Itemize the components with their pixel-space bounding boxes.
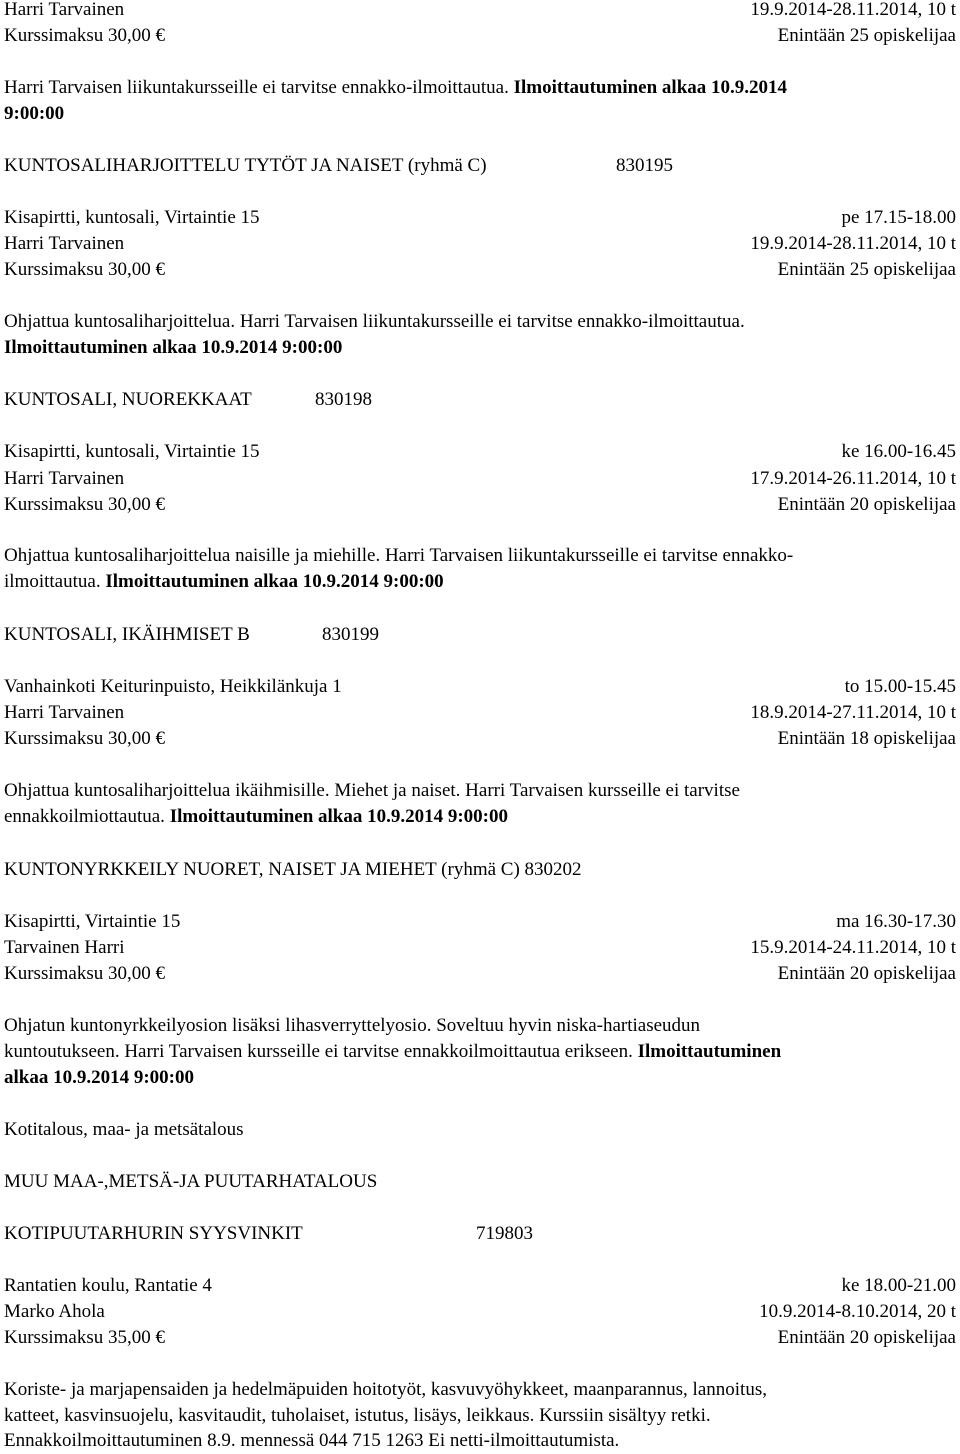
course-description-3: Ennakkoilmoittautuminen 8.9. mennessä 044 715 1263 Ei netti-ilmoittautumista. [4, 1430, 620, 1451]
course-description-2: katteet, kasvinsuojelu, kasvitaudit, tuholaiset, istutus, lisäys, leikkaus. Kurssiin sisältyy retki. [4, 1405, 711, 1426]
course-capacity: Enintään 25 opiskelijaa [777, 259, 956, 280]
course-location: Kisapirtti, Virtaintie 15 [4, 911, 181, 932]
course-location: Kisapirtti, kuntosali, Virtaintie 15 [4, 441, 260, 462]
course-fee-row [4, 726, 956, 752]
course-dates: 19.9.2014-28.11.2014, 10 t [750, 233, 956, 254]
registration-time: alkaa 10.9.2014 9:00:00 [4, 1067, 194, 1088]
course-code: 830198 [315, 389, 372, 410]
course-dates: 10.9.2014-8.10.2014, 20 t [759, 1301, 956, 1322]
course-location-row [4, 1273, 956, 1299]
prev-course-teacher-row [4, 0, 956, 23]
teacher-name: Marko Ahola [4, 1301, 105, 1322]
course-fee: Kurssimaksu 30,00 € [4, 728, 165, 749]
course-fee: Kurssimaksu 30,00 € [4, 494, 165, 515]
course-capacity: Enintään 20 opiskelijaa [777, 1327, 956, 1348]
course-location: Rantatien koulu, Rantatie 4 [4, 1275, 212, 1296]
registration-info: Ilmoittautuminen alkaa 10.9.2014 [513, 77, 788, 98]
course-code: 830199 [322, 624, 379, 645]
course-location-row [4, 674, 956, 700]
course-description-1: Ohjattua kuntosaliharjoittelua. Harri Tarvaisen liikuntakursseille ei tarvitse ennakko-ilmoittautua. [4, 311, 745, 332]
category-heading: Kotitalous, maa- ja metsätalous [4, 1119, 244, 1140]
course-title: KUNTONYRKKEILY NUORET, NAISET JA MIEHET (ryhmä C) 830202 [4, 859, 582, 880]
course-title: KUNTOSALI, IKÄIHMISET B [4, 624, 250, 645]
course-title: KUNTOSALIHARJOITTELU TYTÖT JA NAISET (ryhmä C) [4, 155, 487, 176]
course-teacher-row [4, 1299, 956, 1325]
course-capacity: Enintään 20 opiskelijaa [777, 963, 956, 984]
course-description-1: Koriste- ja marjapensaiden ja hedelmäpuiden hoitotyöt, kasvuvyöhykkeet, maanparannus, lannoitus, [4, 1379, 767, 1400]
course-time: to 15.00-15.45 [844, 676, 956, 697]
course-description-2: ilmoittautua. Ilmoittautuminen alkaa 10.9.2014 9:00:00 [4, 571, 444, 592]
prev-course-fee-row [4, 23, 956, 49]
registration-time: 9:00:00 [4, 103, 65, 124]
teacher-name: Tarvainen Harri [4, 937, 125, 958]
teacher-name: Harri Tarvainen [4, 233, 125, 254]
course-location: Kisapirtti, kuntosali, Virtaintie 15 [4, 207, 260, 228]
course-title-row [4, 387, 956, 413]
course-title-row [4, 622, 956, 648]
course-title-row [4, 153, 956, 179]
course-title: KOTIPUUTARHURIN SYYSVINKIT [4, 1223, 303, 1244]
teacher-name: Harri Tarvainen [4, 702, 125, 723]
course-title: KUNTOSALI, NUOREKKAAT [4, 389, 252, 410]
course-teacher-row [4, 700, 956, 726]
registration-info: Ilmoittautuminen alkaa 10.9.2014 9:00:00 [105, 571, 444, 592]
course-time: pe 17.15-18.00 [841, 207, 956, 228]
course-time: ke 18.00-21.00 [841, 1275, 956, 1296]
prev-course-description-1: Harri Tarvaisen liikuntakursseille ei tarvitse ennakko-ilmoittautua. Ilmoittautuminen alkaa 10.9.2014 [4, 77, 788, 98]
course-title-row [4, 1221, 956, 1247]
course-dates: 15.9.2014-24.11.2014, 10 t [750, 937, 956, 958]
course-teacher-row [4, 231, 956, 257]
course-fee-row [4, 257, 956, 283]
course-dates: 17.9.2014-26.11.2014, 10 t [750, 468, 956, 489]
registration-info: Ilmoittautuminen alkaa 10.9.2014 9:00:00 [169, 806, 509, 827]
course-description-1: Ohjattua kuntosaliharjoittelua ikäihmisille. Miehet ja naiset. Harri Tarvaisen kursseille ei tarvitse [4, 780, 740, 801]
course-code: 830195 [616, 155, 673, 176]
registration-info: Ilmoittautuminen [637, 1041, 782, 1062]
course-fee: Kurssimaksu 30,00 € [4, 25, 165, 46]
course-fee-row [4, 1325, 956, 1351]
subcategory-heading: MUU MAA-,METSÄ-JA PUUTARHATALOUS [4, 1171, 378, 1192]
course-teacher-row [4, 935, 956, 961]
registration-info: Ilmoittautuminen alkaa 10.9.2014 9:00:00 [4, 337, 343, 358]
prev-course-description-2 [4, 101, 956, 127]
course-fee-row [4, 961, 956, 987]
course-description-1: Ohjattua kuntosaliharjoittelua naisille ja miehille. Harri Tarvaisen liikuntakursseille ei tarvitse ennakko- [4, 545, 794, 566]
course-description-2: ennakkoilmiottautua. Ilmoittautuminen alkaa 10.9.2014 9:00:00 [4, 806, 509, 827]
course-title-row [4, 857, 956, 883]
course-capacity: Enintään 18 opiskelijaa [777, 728, 956, 749]
course-fee: Kurssimaksu 30,00 € [4, 963, 165, 984]
course-time: ke 16.00-16.45 [841, 441, 956, 462]
course-teacher-row [4, 466, 956, 492]
course-location-row [4, 909, 956, 935]
course-capacity: Enintään 20 opiskelijaa [777, 494, 956, 515]
course-description-1: Ohjatun kuntonyrkkeilyosion lisäksi lihasverryttelyosio. Soveltuu hyvin niska-hartiaseudun [4, 1015, 701, 1036]
course-location: Vanhainkoti Keiturinpuisto, Heikkilänkuja 1 [4, 676, 342, 697]
course-location-row [4, 439, 956, 465]
course-description-2: kuntoutukseen. Harri Tarvaisen kursseille ei tarvitse ennakkoilmoittautua erikseen. Ilmoittautuminen [4, 1041, 782, 1062]
course-fee-row [4, 492, 956, 518]
course-location-row [4, 205, 956, 231]
course-fee: Kurssimaksu 35,00 € [4, 1327, 165, 1348]
course-capacity: Enintään 25 opiskelijaa [777, 25, 956, 46]
teacher-name: Harri Tarvainen [4, 0, 125, 20]
course-time: ma 16.30-17.30 [836, 911, 956, 932]
course-description-2 [4, 335, 956, 361]
course-dates: 18.9.2014-27.11.2014, 10 t [750, 702, 956, 723]
course-code: 719803 [476, 1223, 533, 1244]
course-fee: Kurssimaksu 30,00 € [4, 259, 165, 280]
teacher-name: Harri Tarvainen [4, 468, 125, 489]
course-description-3 [4, 1065, 956, 1091]
course-dates: 19.9.2014-28.11.2014, 10 t [750, 0, 956, 20]
